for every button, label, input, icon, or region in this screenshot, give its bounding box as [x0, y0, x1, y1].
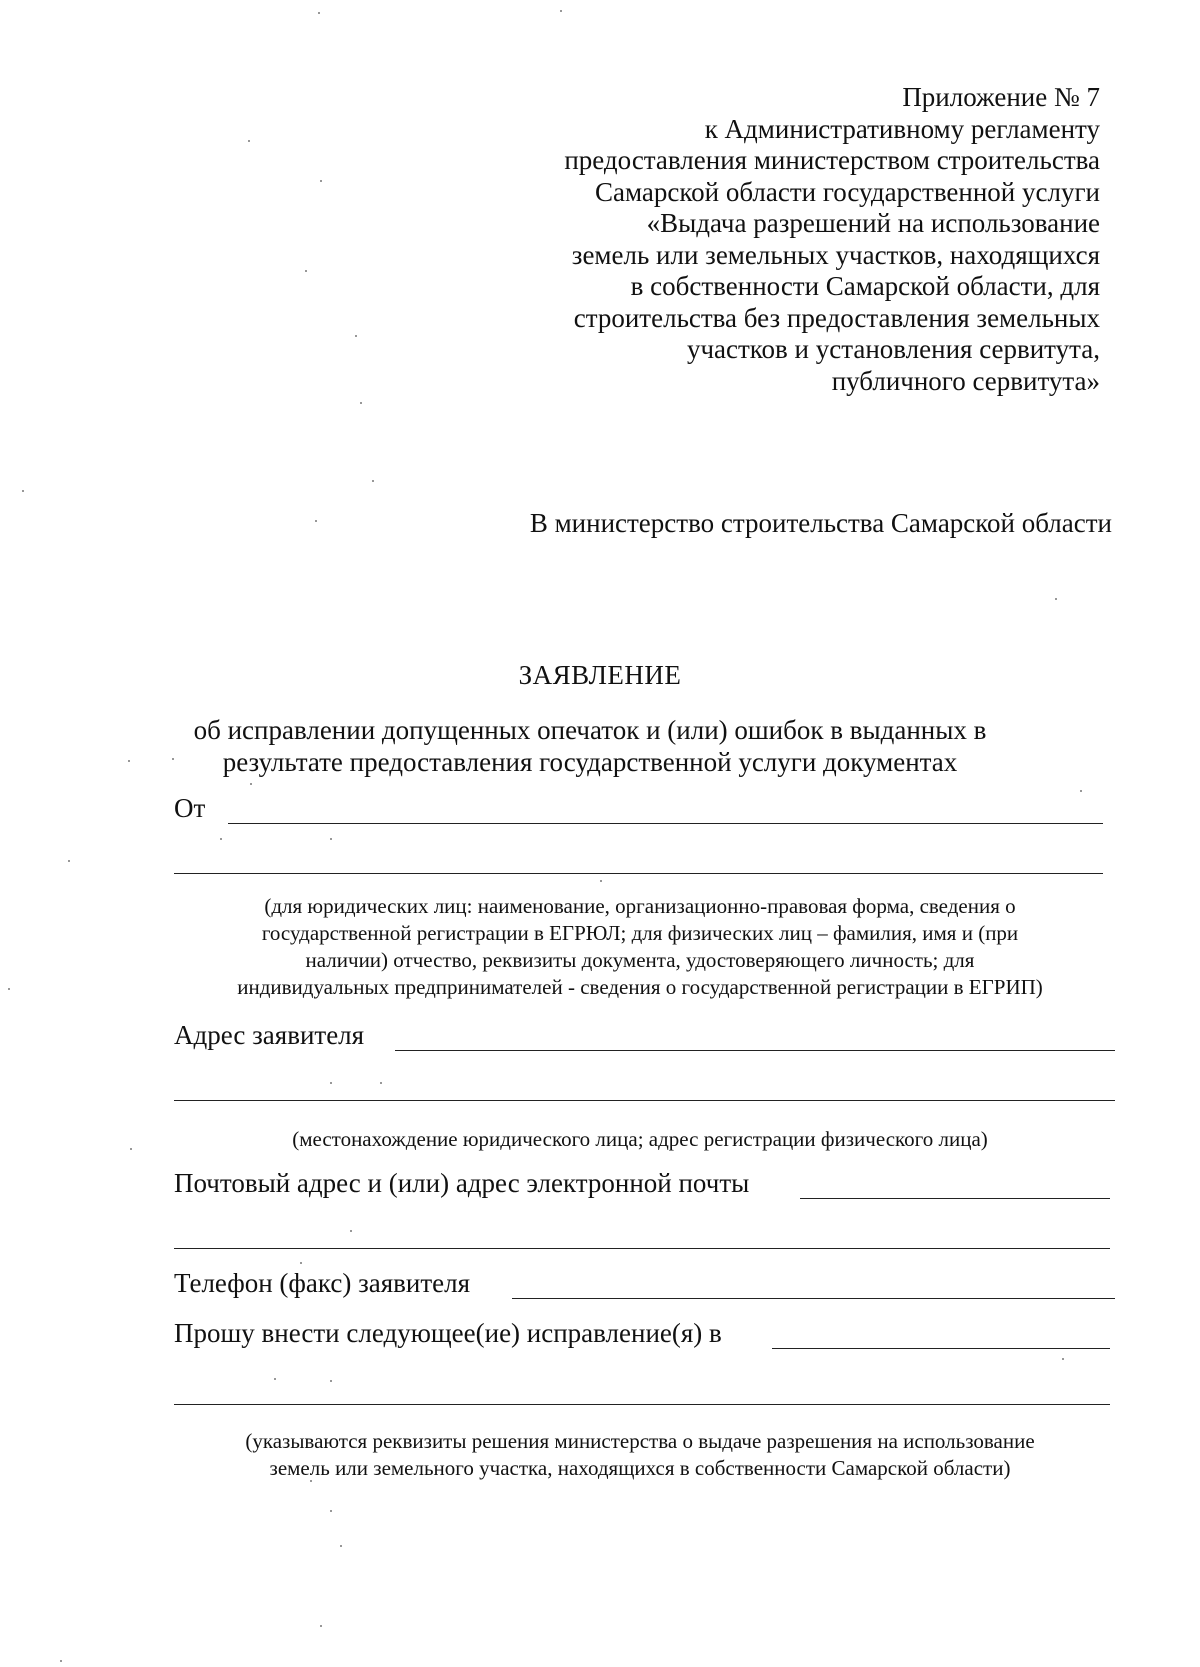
from-label: От — [174, 793, 206, 823]
scan-speck — [380, 1082, 382, 1084]
annex-line: «Выдача разрешений на использование — [646, 208, 1100, 238]
request-label: Прошу внести следующее(ие) исправление(я) в — [174, 1318, 722, 1348]
phone-field-line[interactable] — [512, 1298, 1115, 1299]
address-hint — [150, 1126, 1130, 1153]
scan-speck — [1062, 1358, 1064, 1360]
scan-speck — [248, 140, 250, 142]
scan-speck — [8, 988, 10, 990]
scan-speck — [330, 1510, 332, 1512]
document-title: ЗАЯВЛЕНИЕ — [518, 660, 682, 690]
annex-line: строительства без предоставления земельных — [573, 302, 1100, 333]
hint-line: земель или земельного участка, находящихся в собственности Самарской области) — [269, 1456, 1011, 1480]
phone-label: Телефон (факс) заявителя — [174, 1268, 471, 1298]
annex-line: предоставления министерством строительства — [564, 145, 1100, 175]
scan-speck — [274, 1378, 276, 1380]
hint-line: (для юридических лиц: наименование, организационно-правовая форма, сведения о — [264, 894, 1016, 918]
hint-line: государственной регистрации в ЕГРЮЛ; для физических лиц – фамилия, имя и (при — [261, 921, 1019, 945]
address-field-line-2[interactable] — [174, 1100, 1115, 1101]
scan-speck — [360, 402, 362, 404]
annex-line: Приложение № 7 — [902, 82, 1100, 112]
postal-field-line-2[interactable] — [174, 1248, 1110, 1249]
annex-line: участков и установления сервитута, — [686, 334, 1100, 364]
scan-speck — [60, 1660, 62, 1662]
from-field-line-1[interactable] — [228, 823, 1103, 824]
scan-speck — [372, 480, 374, 482]
postal-label: Почтовый адрес и (или) адрес электронной почты — [174, 1168, 750, 1198]
addressee: В министерство строительства Самарской области — [529, 508, 1112, 538]
hint-line: (местонахождение юридического лица; адрес регистрации физического лица) — [292, 1127, 988, 1151]
scan-speck — [305, 270, 307, 272]
request-hint — [150, 1428, 1130, 1482]
scan-speck — [560, 10, 562, 12]
scan-speck — [350, 1230, 352, 1232]
document-subtitle — [180, 714, 1000, 778]
annex-line: Самарской области государственной услуги — [595, 176, 1100, 207]
scan-speck — [220, 838, 222, 840]
scan-speck — [300, 1262, 302, 1264]
scan-speck — [330, 1380, 332, 1382]
address-label: Адрес заявителя — [174, 1020, 365, 1050]
address-field-line-1[interactable] — [395, 1050, 1115, 1051]
scan-speck — [318, 12, 320, 14]
hint-line: наличии) отчество, реквизиты документа, удостоверяющего личность; для — [305, 948, 975, 972]
scan-speck — [1055, 598, 1057, 600]
request-field-line-2[interactable] — [174, 1404, 1110, 1405]
hint-line: индивидуальных предпринимателей - сведения о государственной регистрации в ЕГРИП) — [237, 975, 1043, 999]
scan-speck — [320, 1625, 322, 1627]
scan-speck — [315, 520, 317, 522]
subtitle-line: об исправлении допущенных опечаток и (или) ошибок в выданных в — [193, 715, 987, 745]
subtitle-line: результате предоставления государственной услуги документах — [222, 747, 958, 777]
annex-line: в собственности Самарской области, для — [630, 271, 1100, 301]
scan-speck — [130, 1148, 132, 1150]
scan-speck — [320, 180, 322, 182]
scan-speck — [22, 490, 24, 492]
annex-line: публичного сервитута» — [831, 365, 1100, 396]
scan-speck — [128, 760, 130, 762]
scan-speck — [310, 1480, 312, 1482]
postal-field-line-1[interactable] — [800, 1198, 1110, 1199]
scan-speck — [600, 880, 602, 882]
from-field-line-2[interactable] — [174, 873, 1103, 874]
annex-line: к Административному регламенту — [704, 113, 1100, 144]
request-field-line-1[interactable] — [772, 1348, 1110, 1349]
scan-speck — [355, 335, 357, 337]
scan-speck — [340, 1545, 342, 1547]
scan-speck — [330, 1082, 332, 1084]
scan-speck — [330, 838, 332, 840]
scan-speck — [68, 860, 70, 862]
hint-line: (указываются реквизиты решения министерства о выдаче разрешения на использование — [245, 1429, 1035, 1453]
scan-speck — [250, 783, 252, 785]
annex-line: земель или земельных участков, находящихся — [571, 239, 1100, 270]
annex-header — [460, 82, 1100, 397]
scan-speck — [1080, 790, 1082, 792]
from-hint — [150, 893, 1130, 1001]
scan-speck — [172, 758, 174, 760]
